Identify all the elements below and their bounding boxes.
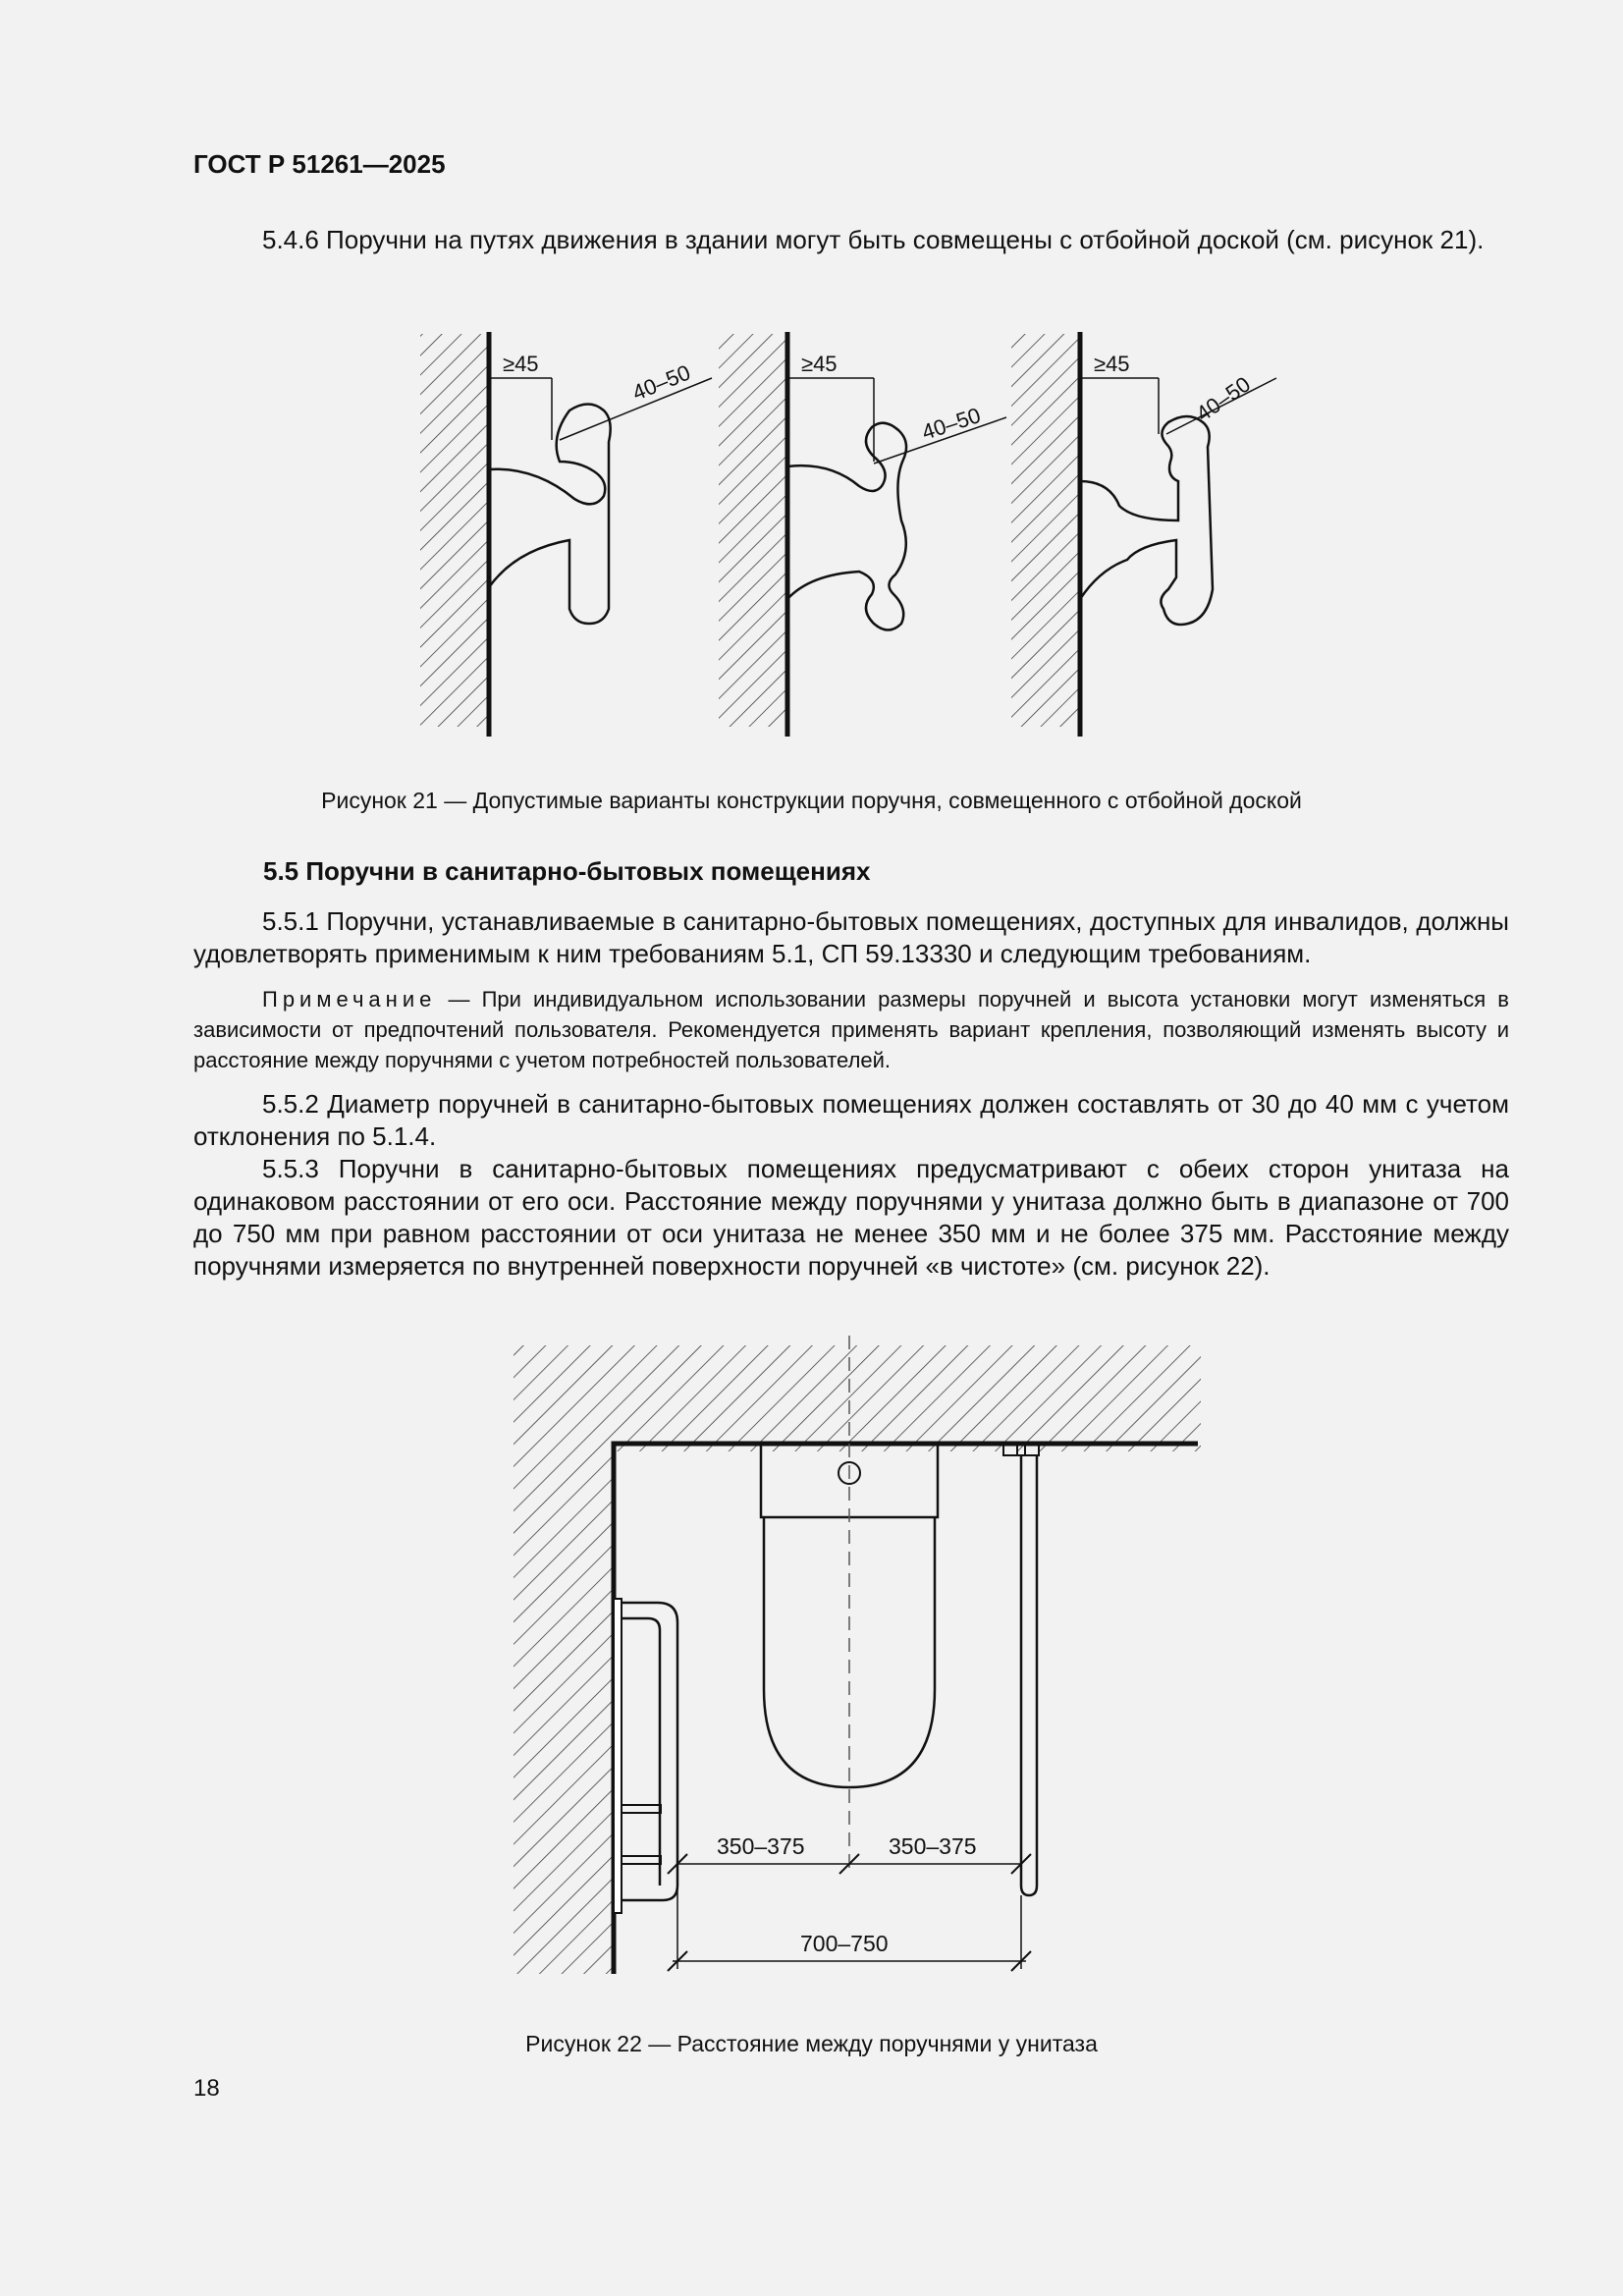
- paragraph-5-4-6: 5.4.6 Поручни на путях движения в здании могут быть совмещены с отбойной доской (см. рисунок 21).: [262, 225, 1485, 254]
- fig21-dim-diameter-1: 40–50: [628, 359, 694, 406]
- handrail-variant-1: [420, 332, 712, 737]
- left-grab-bar: [614, 1599, 677, 1913]
- fig21-dim-offset-3: ≥45: [1094, 352, 1130, 376]
- fig22-dim-right: 350–375: [889, 1833, 977, 1859]
- handrail-variant-2: [719, 332, 1006, 737]
- note-label: Примечание: [262, 987, 437, 1011]
- paragraph-5-5-3: 5.5.3 Поручни в санитарно-бытовых помещениях предусматривают с обеих сторон унитаза на одинаковом расстоянии от его оси. Расстояние между поручнями у унитаза должно быть в диапазоне от 700 до 750 мм при равном расстоянии от оси унитаза не менее 350 мм и не более 375 мм. Расстояние между поручнями измеряется по внутренней поверхности поручней «в чистоте» (см. рисунок 22).: [193, 1154, 1509, 1281]
- figure-21-drawing: [412, 324, 1296, 746]
- fig22-dim-total: 700–750: [800, 1931, 889, 1956]
- fig21-dim-offset-2: ≥45: [801, 352, 838, 376]
- note-block: [193, 984, 1509, 1075]
- paragraph-5-5-2: 5.5.2 Диаметр поручней в санитарно-бытовых помещениях должен составлять от 30 до 40 мм с учетом отклонения по 5.1.4.: [193, 1089, 1509, 1151]
- fig21-dim-offset-1: ≥45: [503, 352, 539, 376]
- figure-22-drawing: [511, 1336, 1208, 1994]
- section-heading-5-5: 5.5 Поручни в санитарно-бытовых помещениях: [263, 856, 871, 886]
- fig21-dim-diameter-3: 40–50: [1191, 371, 1255, 427]
- document-header: ГОСТ Р 51261—2025: [193, 149, 446, 179]
- note-text: — При индивидуальном использовании размеры поручней и высота установки могут изменяться в зависимости от предпочтений пользователя. Рекомендуется применять вариант крепления, позволяющий изменять высоту и расстояние между поручнями с учетом потребностей пользователей.: [193, 987, 1509, 1072]
- figure-22-caption: Рисунок 22 — Расстояние между поручнями у унитаза: [525, 2031, 1098, 2056]
- handrail-variant-3: [1011, 332, 1276, 737]
- left-wall: [514, 1451, 612, 1974]
- fig21-dim-diameter-2: 40–50: [918, 403, 984, 445]
- right-grab-bar: [1003, 1444, 1039, 1895]
- paragraph-5-5-1: 5.5.1 Поручни, устанавливаемые в санитарно-бытовых помещениях, доступных для инвалидов, должны удовлетворять применимым к ним требованиям 5.1, СП 59.13330 и следующим требованиям.: [193, 906, 1509, 968]
- fig22-dim-left: 350–375: [717, 1833, 805, 1859]
- page-number: 18: [193, 2075, 220, 2102]
- top-wall: [514, 1345, 1201, 1451]
- figure-21-caption: Рисунок 21 — Допустимые варианты конструкции поручня, совмещенного с отбойной доской: [321, 788, 1302, 813]
